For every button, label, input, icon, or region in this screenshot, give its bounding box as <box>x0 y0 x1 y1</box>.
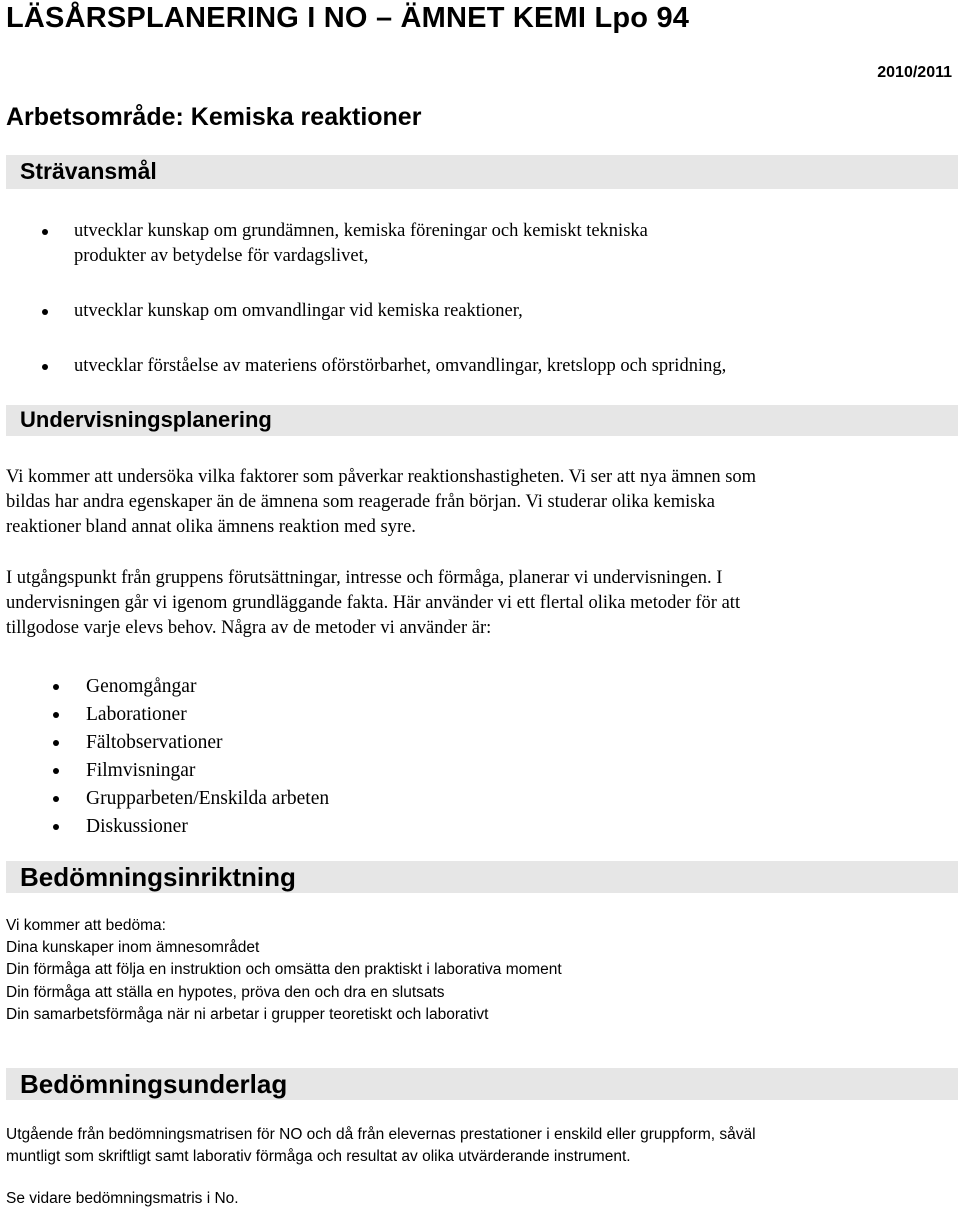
paragraph-line: bildas har andra egenskaper än de ämnena som reagerade från början. Vi studerar olika kemiska <box>6 492 715 512</box>
paragraph-line: Utgående från bedömningsmatrisen för NO och då från elevernas prestationer i enskild eller gruppform, såväl <box>6 1126 756 1143</box>
document-title: LÄSÅRSPLANERING I NO – ÄMNET KEMI Lpo 94 <box>6 2 690 34</box>
goal-text-line: utvecklar förståelse av materiens oförstörbarhet, omvandlingar, kretslopp och spridning, <box>74 356 727 376</box>
method-label: Diskussioner <box>86 816 188 837</box>
method-item <box>0 785 600 813</box>
method-label: Fältobservationer <box>86 732 223 753</box>
paragraph-line: undervisningen går vi igenom grundläggande fakta. Här använder vi ett flertal olika metoder för att <box>6 593 741 613</box>
bullet-icon <box>53 684 59 690</box>
method-label: Filmvisningar <box>86 760 196 781</box>
bullet-icon <box>53 796 59 802</box>
paragraph-line: muntligt som skriftligt samt laborativ förmåga och resultat av olika utvärderande instrument. <box>6 1148 631 1165</box>
method-item <box>0 729 600 757</box>
teaching-paragraph <box>6 566 740 641</box>
section-heading-bedomningsunderlag <box>6 1068 958 1100</box>
assessment-line: Din förmåga att följa en instruktion och omsätta den praktiskt i laborativa moment <box>6 961 562 978</box>
method-item <box>0 813 600 841</box>
paragraph-line: tillgodose varje elevs behov. Några av de metoder vi använder är: <box>6 618 492 638</box>
paragraph-line: reaktioner bland annat olika ämnens reaktion med syre. <box>6 517 416 537</box>
method-label: Genomgångar <box>86 676 197 697</box>
method-label: Grupparbeten/Enskilda arbeten <box>86 788 330 809</box>
section-heading-label: Bedömningsunderlag <box>20 1069 288 1099</box>
bullet-icon <box>53 824 59 830</box>
goal-text-line: utvecklar kunskap om omvandlingar vid kemiska reaktioner, <box>74 301 523 321</box>
method-item <box>0 757 600 785</box>
assessment-line: Vi kommer att bedöma: <box>6 917 166 934</box>
section-heading-undervisningsplanering <box>6 405 958 436</box>
paragraph-line: I utgångspunkt från gruppens förutsättningar, intresse och förmåga, planerar vi undervisningen. I <box>6 568 723 588</box>
method-label: Laborationer <box>86 704 187 725</box>
assessment-line: Din samarbetsförmåga när ni arbetar i grupper teoretiskt och laborativt <box>6 1006 489 1023</box>
school-year: 2010/2011 <box>877 64 952 81</box>
goal-text-line: produkter av betydelse för vardagslivet, <box>74 246 369 266</box>
bullet-icon <box>53 712 59 718</box>
assessment-basis-paragraph <box>6 1124 756 1168</box>
method-item <box>0 673 600 701</box>
footer-note: Se vidare bedömningsmatris i No. <box>6 1190 239 1207</box>
section-heading-stravansmal <box>6 155 958 189</box>
goal-text-line: utvecklar kunskap om grundämnen, kemiska föreningar och kemiskt tekniska <box>74 221 648 241</box>
section-heading-bedomningsinriktning <box>6 861 958 893</box>
paragraph-line: Vi kommer att undersöka vilka faktorer som påverkar reaktionshastigheten. Vi ser att nya ämnen som <box>6 467 757 487</box>
assessment-line: Dina kunskaper inom ämnesområdet <box>6 939 260 956</box>
bullet-icon <box>42 309 48 315</box>
bullet-icon <box>53 740 59 746</box>
work-area-title: Arbetsområde: Kemiska reaktioner <box>6 103 422 131</box>
section-heading-label: Bedömningsinriktning <box>20 862 296 892</box>
assessment-line: Din förmåga att ställa en hypotes, pröva den och dra en slutsats <box>6 984 445 1001</box>
bullet-icon <box>42 364 48 370</box>
bullet-icon <box>42 229 48 235</box>
bullet-icon <box>53 768 59 774</box>
section-heading-label: Undervisningsplanering <box>20 407 272 432</box>
method-item <box>0 701 600 729</box>
section-heading-label: Strävansmål <box>20 158 157 184</box>
teaching-paragraph <box>6 465 756 540</box>
